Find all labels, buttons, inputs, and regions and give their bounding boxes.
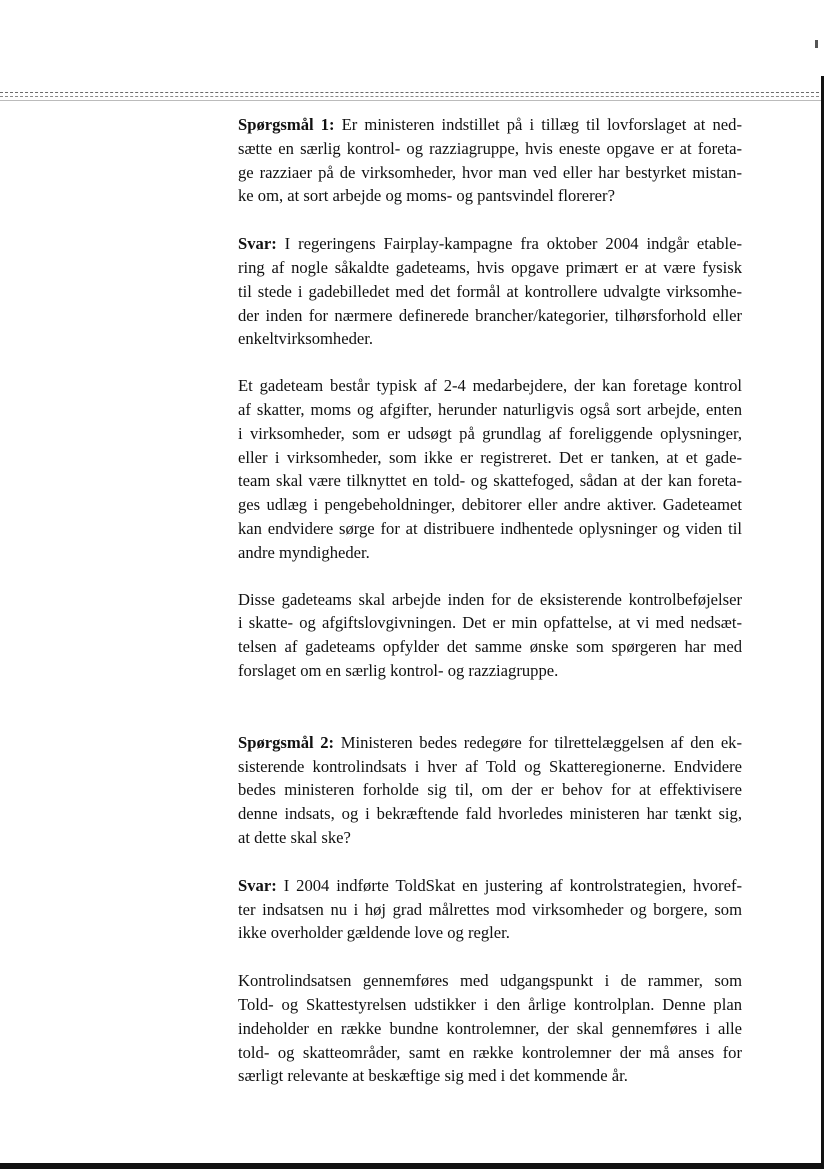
question-1	[238, 113, 742, 208]
text-line: sætte en særlig kontrol- og razziagruppe, hvis eneste opgave er at foreta-	[238, 138, 742, 158]
header-rule	[0, 92, 824, 93]
answer-1-paragraph-3	[238, 588, 742, 683]
text-line: af skatter, moms og afgifter, herunder naturligvis også sort arbejde, enten	[238, 399, 742, 419]
answer-label: Svar:	[238, 234, 277, 254]
page-edge-bottom	[0, 1163, 824, 1169]
question-label: Spørgsmål 1:	[238, 115, 335, 134]
text-line: sisterende kontrolindsats i hver af Told og Skatteregionerne. Endvidere	[238, 756, 742, 776]
text-line: Disse gadeteams skal arbejde inden for de eksisterende kontrolbeføjelser	[238, 589, 742, 609]
text-line: Svar: I 2004 indførte ToldSkat en justering af kontrolstrategien, hvoref-	[238, 875, 742, 895]
scan-artifact	[815, 40, 818, 48]
text-line: forslaget om en særlig kontrol- og razziagruppe.	[238, 660, 559, 680]
answer-label: Svar:	[238, 875, 277, 895]
text-line: told- og skatteområder, samt en række kontrolemner der må anses for	[238, 1042, 742, 1062]
header-rule	[0, 100, 824, 101]
text-line: til stede i gadebilledet med det formål at kontrollere udvalgte virksomhe-	[238, 281, 742, 301]
answer-2	[238, 874, 742, 945]
text-line: ring af nogle såkaldte gadeteams, hvis opgave primært er at være fysisk	[238, 257, 742, 277]
text-line: ter indsatsen nu i høj grad målrettes mod virksomheder og borgere, som	[238, 899, 742, 919]
text-line: telsen af gadeteams opfylder det samme ønske som spørgeren har med	[238, 637, 742, 657]
answer-2-paragraph-2	[238, 969, 742, 1088]
text-line: i skatte- og afgiftslovgivningen. Det er min opfattelse, at vi med nedsæt-	[238, 613, 742, 633]
question-label: Spørgsmål 2:	[238, 732, 335, 752]
text-line: ges udlæg i pengebeholdninger, debitorer eller andre aktiver. Gadeteamet	[238, 495, 742, 515]
text-line: Told- og Skattestyrelsen udstikker i den årlige kontrolplan. Denne plan	[238, 994, 742, 1014]
question-2	[238, 731, 742, 850]
text-line: særligt relevante at beskæftige sig med i det kommende år.	[238, 1066, 628, 1086]
text-line: der inden for nærmere definerede brancher/kategorier, tilhørsforhold eller	[238, 305, 742, 325]
text-line: Spørgsmål 1: Er ministeren indstillet på i tillæg til lovforslaget at ned-	[238, 115, 742, 134]
text-line: bedes ministeren forholde sig til, om der er behov for at effektivisere	[238, 780, 742, 800]
text-line: i virksomheder, som er udsøgt på grundlag af foreliggende oplysninger,	[238, 423, 742, 443]
answer-1-paragraph-2	[238, 374, 742, 564]
text-line: Et gadeteam består typisk af 2-4 medarbejdere, der kan foretage kontrol	[238, 376, 742, 396]
text-line: andre myndigheder.	[238, 542, 370, 562]
text-line: ikke overholder gældende love og regler.	[238, 923, 510, 943]
answer-1	[238, 232, 742, 351]
text-line: Spørgsmål 2: Ministeren bedes redegøre for tilrettelæggelsen af den ek-	[238, 732, 743, 752]
text-line: at dette skal ske?	[238, 827, 351, 847]
text-line: Kontrolindsatsen gennemføres med udgangspunkt i de rammer, som	[238, 971, 742, 991]
text-line: indeholder en række bundne kontrolemner, der skal gennemføres i alle	[238, 1018, 742, 1038]
text-line: eller i virksomheder, som ikke er registreret. Det er tanken, at et gade-	[238, 447, 742, 467]
text-line: denne indsats, og i bekræftende fald hvorledes ministeren har tænkt sig,	[238, 804, 742, 824]
text-line: enkeltvirksomheder.	[238, 329, 374, 349]
text-line: ke om, at sort arbejde og moms- og pantsvindel florerer?	[238, 186, 615, 206]
text-line: kan endvidere sørge for at distribuere indhentede oplysninger og viden til	[238, 518, 742, 538]
document-body	[238, 113, 742, 1088]
text-line: team skal være tilknyttet en told- og skattefoged, sådan at der kan foreta-	[238, 471, 742, 491]
header-rule	[0, 96, 824, 97]
text-line: Svar: I regeringens Fairplay-kampagne fra oktober 2004 indgår etable-	[238, 234, 742, 254]
text-line: ge razziaer på de virksomheder, hvor man ved eller har bestyrket mistan-	[238, 162, 742, 182]
